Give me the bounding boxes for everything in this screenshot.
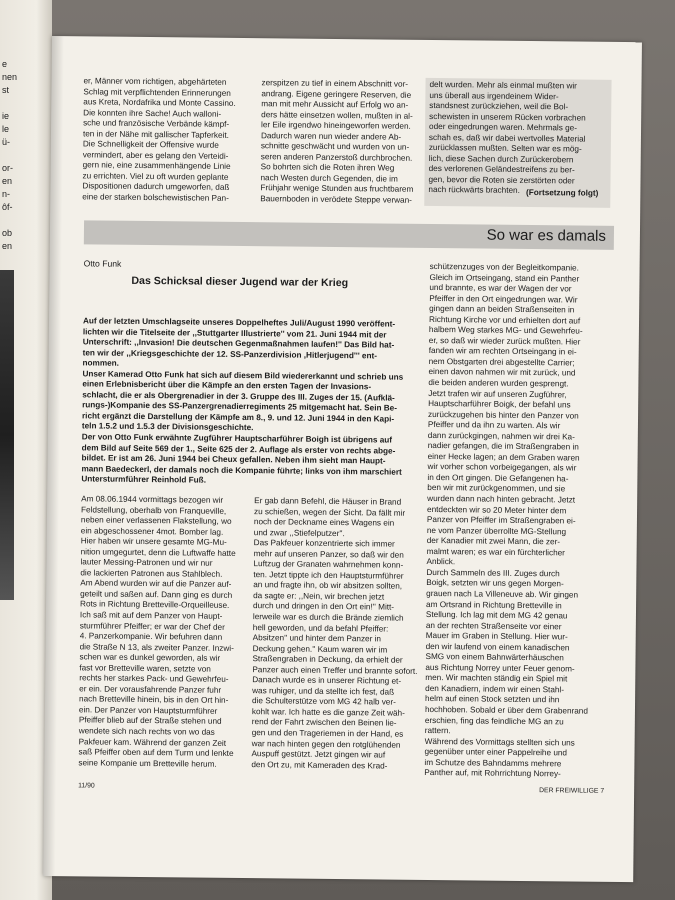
top-column-3 — [428, 80, 607, 198]
text-line: gern nie, eine zusammenhängende Linie — [82, 160, 231, 172]
text-line: saß Pfeiffer oben auf dem Turm und lenkte — [78, 747, 234, 759]
text-line: dem Bild auf Seite 569 der 1., Seite 625 der 2. Auflage als erster von rechts abge- — [81, 442, 396, 456]
top-column-2 — [260, 78, 425, 206]
text-fragment: st — [2, 85, 10, 95]
text-line: einer Hecke lagen; an dem Graben waren — [427, 451, 580, 463]
text-line: Die konnten ihre Sache! Auch walloni- — [83, 107, 222, 119]
text-line: Hauptscharführer Boigk, der befahl uns — [428, 399, 571, 410]
text-line: Absitzen'' und hinter dem Panzer in — [252, 633, 382, 644]
text-line: er, Männer vom richtigen, abgehärteten — [83, 76, 227, 87]
text-line: Bauernboden in verödete Steppe verwan- — [260, 194, 412, 205]
text-line: die Straße N 13, als zweiter Panzer. Inzwi- — [79, 641, 234, 653]
text-line: gingen dann an beiden Straßenseiten in — [429, 304, 575, 315]
text-line: rungs-)Kompanie des SS-Panzergrenadierregiments 25 mitgemacht hat. Sein Be- — [82, 400, 398, 414]
text-line: rechts her starkes Pack- und Gewehrfeu- — [79, 673, 229, 685]
text-line: helm auf einen Stock setzten und ihn — [425, 694, 560, 705]
text-line: mehr auf unseren Panzer, so daß wir den — [253, 548, 404, 560]
text-fragment: en — [2, 241, 13, 251]
text-line: aus Richtung Norrey unter Feuer genom- — [425, 662, 575, 674]
text-line: nem Obstgarten drei abgestellte Carrier; — [428, 356, 575, 368]
text-line: die lackierten Patronen aus Stahlblech. — [80, 568, 223, 579]
text-line: an der rechten Straßenseite vor einer — [425, 620, 562, 631]
text-line: hell geworden, und da befahl Pfeiffer: — [252, 622, 389, 634]
text-line: am Ortsrand in Richtung Bretteville in — [426, 599, 562, 610]
text-line: So bohrten sich die Roten ihren Weg — [260, 162, 395, 173]
text-line: Das Pakfeuer konzentrierte sich immer — [253, 538, 395, 549]
text-line: bildet. Er ist am 26. Juni 1944 bei Cheux gefallen. Neben ihm sieht man Haupt- — [81, 453, 386, 466]
text-line: Deckung gehen.'' Kaum waren wir im — [252, 643, 388, 655]
text-line: zurückzugehen bis hinter den Panzer von — [428, 409, 579, 421]
section-banner — [84, 220, 614, 250]
text-line: neben einer verlassenen Flakstellung, wo — [80, 515, 232, 527]
text-fragment: ie — [2, 111, 10, 121]
text-line: Unser Kamerad Otto Funk hat sich auf diesem Bild wiedererkannt und schrieb uns — [82, 369, 404, 382]
text-line: Untersturmführer Reinhold Fuß. — [81, 474, 207, 485]
text-line: malmt waren; es war ein fürchterlicher — [426, 546, 565, 558]
text-line: teln 1.5.2 und 1.5.3 der Divisionsgeschichte. — [81, 421, 254, 433]
text-line: gen, bevor die Roten sie zerstörten oder — [428, 174, 575, 186]
text-line: Dadurch waren nun wieder andere Ab- — [260, 130, 402, 142]
text-fragment: e — [2, 59, 8, 69]
text-line: delt wurden. Mehr als einmal mußten wir — [429, 79, 577, 91]
text-line: und brannte, es war der Wagen der vor — [429, 283, 572, 294]
text-line: Pfeiffer in den Ort eingedrungen war. Wir — [429, 293, 578, 305]
text-line: hochhoben. Sobald er über dem Grabenrand — [424, 704, 588, 716]
text-line: men. Wir machten ständig ein Spiel mit — [425, 673, 568, 684]
text-line: Anblick. — [426, 557, 456, 567]
text-fragment: le — [2, 124, 10, 134]
text-line: ders hätte einsetzen wollen, mußten in al- — [261, 109, 413, 121]
text-line: mann Baedeckerl, der damals noch die Kompanie führte; links von ihm marschiert — [81, 463, 402, 477]
text-line: gen und den Trageriemen in der Hand, es — [251, 728, 404, 739]
text-line: den wir laufend von einem kanadischen — [425, 641, 570, 653]
text-line: was ruhiger, und da stellte ich fest, daß — [252, 685, 395, 697]
text-line: noch der Deckname eines Wagens ein — [253, 517, 395, 528]
text-fragment — [2, 253, 42, 266]
text-line: schlacht, die er als Obergrenadier in der 3. Gruppe des III. Zuges der 15. (Aufklä- — [82, 390, 395, 403]
text-line: entdeckten wir so 20 Meter hinter dem — [427, 504, 567, 515]
text-line: im Schutze des Bahndamms mehrere — [424, 757, 562, 769]
text-line: sturmführer Pfeiffer; er war der Chef der — [79, 620, 225, 632]
text-line: Gleich im Ortseingang, stand ein Panther — [429, 272, 580, 284]
text-line: in den Ort gingen. Die Gefangenen ha- — [427, 472, 569, 484]
text-line: ben wir mit zurückgenommen, und sie — [427, 483, 566, 494]
text-line: Danach wurde es in unserer Richtung et- — [252, 675, 402, 686]
text-fragment: n- — [2, 189, 11, 199]
facing-page-photo — [0, 270, 14, 600]
text-line: Straßengraben in Deckung, da erhielt der — [252, 654, 403, 665]
body-column-2 — [251, 496, 420, 772]
text-line: man mit mehr Aussicht auf Erfolg wo an- — [261, 99, 409, 110]
text-line: zu errichten. Viel zu oft wurden geplante — [82, 171, 229, 182]
text-line: an und fragte ihn, ob wir absitzen sollten, — [253, 580, 403, 592]
text-line: seren anderen Panzerstoß durchbrochen. — [260, 152, 413, 163]
text-line: zerspitzen zu tief in einem Abschnitt vor- — [261, 78, 409, 89]
text-line: er ein. Der vorausfahrende Panzer fuhr — [79, 684, 222, 695]
text-line: Unterschrift: ,,Invasion! Die deutschen Gegenmaßnahmen laufen!'' Das Bild hat- — [82, 337, 395, 350]
text-line: nadier gefangen, die im Straßengraben in — [427, 441, 579, 452]
text-line: Pakfeuer kam. Während der ganzen Zeit — [78, 736, 227, 748]
text-line: schen war es dunkel geworden, als wir — [79, 652, 221, 663]
text-line: fast vor Bretteville waren, setzte von — [79, 663, 211, 674]
text-line: rattern. — [424, 726, 451, 736]
text-line: Panzer von Pfeiffer im Straßengraben ei- — [426, 515, 576, 526]
section-title: So war es damals — [486, 226, 607, 245]
text-line: der Kanadier mit zwei Mann, die zer- — [426, 536, 561, 547]
text-line: standsnest zurückziehen, weil die Bol- — [429, 101, 569, 112]
text-line: rend der Fahrt zwischen den Beinen lie- — [251, 717, 397, 729]
top-column-1 — [82, 76, 263, 204]
text-line: gegenüber unter einer Pappelreihe und — [424, 747, 568, 758]
text-line: Stellung. Ich lag mit dem MG 42 genau — [425, 609, 568, 621]
text-line: Boigk, setzten wir uns gegen Morgen- — [426, 578, 564, 589]
text-line: Richtung Kirche vor und erhielten dort auf — [429, 314, 581, 326]
text-line: nach rückwärts brachten. — [428, 185, 520, 196]
text-line: Der von Otto Funk erwähnte Zugführer Hauptscharführer Boigh ist übrigens auf — [81, 432, 393, 445]
text-line: zurücklassen mußten. Selten war es mög- — [428, 143, 582, 154]
body-column-3 — [424, 262, 607, 781]
text-fragment: ob — [2, 228, 13, 238]
text-line: war nach hinten gegen den rotglühenden — [251, 738, 401, 750]
text-line: da sagte er: ,,Nein, wir brechen jetzt — [253, 591, 385, 602]
text-line: seine Kompanie um Bretteville herum. — [78, 757, 217, 769]
text-line: Am 08.06.1944 vormittags bezogen wir — [81, 494, 224, 505]
text-line: sche und französische Verbände kämpf- — [83, 118, 230, 130]
text-line: Rots in Richtung Bretteville-Orqueilleuse. — [80, 599, 230, 611]
text-line: die Schulterstütze vom MG 42 halb ver- — [251, 696, 396, 708]
text-line: Panzer auch einen Treffer und brannte sofort. — [252, 664, 418, 676]
magazine-page — [43, 36, 642, 882]
body-column-1 — [78, 494, 246, 770]
text-line: oder eingedrungen waren. Mehrmals ge- — [429, 122, 578, 133]
text-line: nommen. — [82, 358, 120, 368]
text-line: vermindert, aber es gelang den Verteidi- — [82, 150, 229, 161]
text-line: Pfeiffer blieb auf der Straße stehen und — [78, 715, 222, 727]
text-line: ler Eile irgendwo hineingeworfen werden. — [261, 120, 411, 131]
text-line: lichten wir die Titelseite der ,,Stuttgarter Illustrierte'' vom 21. Juni 1944 mit der — [82, 326, 387, 340]
text-fragment — [2, 214, 42, 227]
text-line: 4. Panzerkompanie. Wir befuhren dann — [79, 631, 223, 642]
text-line: SMG von einem Bahnwärterhäuschen — [425, 652, 564, 663]
text-line: geteilt und saßen auf. Dann ging es durch — [80, 589, 233, 600]
text-line: Jetzt trafen wir auf unseren Zugführer, — [428, 388, 567, 399]
text-line: Frühjahr wenige Stunden aus fruchtbarem — [260, 183, 414, 195]
text-line: lerweile war es durch die Brände ziemlich — [252, 612, 404, 623]
text-line: uns überall aus irgendeinem Wider- — [429, 90, 559, 101]
text-line: Er gab dann Befehl, die Häuser in Brand — [254, 496, 402, 507]
text-line: schewisten in unserem Rücken vorbrachen — [429, 111, 586, 123]
text-line: und zwar ,,Stiefelputzer''. — [253, 527, 345, 538]
text-line: einen davon nahmen wir mit zurück, und — [428, 367, 576, 378]
text-line: dann zurückgingen, nahmen wir drei Ka- — [427, 430, 575, 442]
text-line: eine der starken bolschewistischen Pan- — [82, 192, 229, 203]
facing-page-text — [2, 58, 42, 305]
text-line: Ich saß mit auf dem Panzer von Haupt- — [79, 610, 223, 621]
text-line: ten. Jetzt tippte ich den Hauptsturmführer — [253, 569, 404, 581]
page-footer: DER FREIWILLIGE 7 — [539, 787, 605, 795]
text-line: des verlorenen Geländestreifens zu ber- — [428, 164, 575, 175]
text-line: ne vom Panzer überrollte MG-Stellung — [426, 525, 567, 537]
text-line: zu schießen, wegen der Sicht. Da fällt mir — [253, 506, 406, 518]
headline: Das Schicksal dieser Jugend war der Krieg — [131, 274, 349, 290]
text-line: fanden wir am rechten Ortseingang in ei- — [428, 346, 577, 357]
text-fragment: ü- — [2, 137, 11, 147]
text-line: halbem Weg starkes MG- und Gewehrfeu- — [428, 325, 583, 336]
text-line: Auspuff gestützt. Jetzt gingen wir auf — [251, 749, 386, 760]
text-fragment: or- — [2, 163, 13, 173]
text-line: schützenzuges von der Begleitkompanie. — [429, 261, 579, 273]
text-line: Durch Sammeln des III. Zuges durch — [426, 567, 560, 579]
continued-note: (Fortsetzung folgt) — [526, 187, 599, 198]
text-line: die beiden anderen wurden gesprengt. — [428, 377, 569, 389]
text-line: Hier haben wir unsere gesamte MG-Mu- — [80, 536, 227, 548]
text-line: grauen nach La Villeneuve ab. Wir gingen — [426, 588, 579, 600]
text-line: wir vorher schon vorbeigegangen, als wir — [427, 462, 577, 473]
text-line: wurden dann nach hinten gebracht. Jetzt — [427, 493, 576, 505]
text-line: Am Abend wurden wir auf die Panzer auf- — [80, 578, 232, 590]
text-fragment: en — [2, 176, 13, 186]
text-line: Dispositionen dadurch umgeworfen, daß — [82, 181, 230, 193]
text-line: Feldstellung, oberhalb von Franqueville, — [80, 504, 227, 516]
text-line: richt ergänzt die Darstellung der Kämpfe am 8., 9. und 12. Juni 1944 in den Kapi- — [81, 411, 395, 424]
text-line: lich, diese Sachen durch Zurückerobern — [428, 153, 574, 165]
text-line: Die Schnelligkeit der Offensive wurde — [82, 139, 219, 151]
text-line: andrang. Eigene geringere Reserven, die — [261, 88, 412, 100]
text-line: ten wir der ,,Kriegsgeschichte der 12. SS-Panzerdivision ,Hitlerjugend''' ent- — [82, 347, 378, 361]
text-line: kohlt war. Ich hatte es die ganze Zeit wäh- — [251, 707, 405, 718]
text-line: Luftzug der Granaten wahrnehmen konn- — [253, 559, 404, 570]
text-fragment: nen — [2, 72, 18, 82]
text-line: Schlag mit verpflichtenden Erinnerungen — [83, 86, 231, 98]
intro-text — [81, 316, 413, 488]
text-line: nach Bretteville hinein, bis in den Ort hin- — [79, 694, 229, 706]
text-fragment — [2, 97, 42, 110]
text-line: nach Westen durch Gegenden, die im — [260, 173, 398, 184]
text-line: ein abgeschossener 4mot. Bomber lag. — [80, 525, 224, 537]
text-fragment — [2, 149, 42, 162]
text-line: einen Erlebnisbericht über die Kämpfe an den ersten Tagen der Invasions- — [82, 379, 372, 392]
text-line: Panther auf, mit Rohrrichtung Norrey- — [424, 768, 561, 779]
text-line: Während des Vormittags stellten sich uns — [424, 736, 575, 748]
text-line: Mauer im Graben in Stellung. Hier wur- — [425, 631, 568, 642]
issue-number: 11/90 — [78, 782, 95, 790]
text-line: Pfeiffer und da ihn zu warten. Als wir — [427, 420, 561, 431]
text-line: den Kanadiern, indem wir einen Stahl- — [425, 683, 565, 695]
text-line: schah es, daß wir dabei wertvolles Material — [428, 132, 586, 144]
text-line: ten in der Nähe mit gallischer Tapferkeit. — [82, 129, 229, 140]
text-line: wendete sich nach rechts von wo das — [78, 726, 215, 737]
text-line: lauter Messing-Patronen und wir nur — [80, 557, 213, 568]
text-line: nition umgegurtet, denn die Luftwaffe hatte — [80, 547, 236, 558]
text-fragment: ôf- — [2, 202, 13, 212]
text-line: aus Kreta, Nordafrika und Monte Cassino. — [83, 97, 236, 109]
text-line: durch und dringen in den Ort ein!'' Mitt- — [252, 601, 395, 613]
text-line: Auf der letzten Umschlagseite unseres Doppelheftes Juli/August 1990 veröffent- — [82, 316, 396, 329]
text-line: erschien, fing das feindliche MG an zu — [424, 715, 564, 726]
text-line: den Ort zu, mit Kameraden des Krad- — [251, 759, 388, 771]
text-line: er, so daß wir wieder zurück mußten. Hier — [428, 335, 581, 347]
text-line: schnitte geschwächt und wurden von un- — [260, 141, 410, 153]
text-line: ein. Der Panzer von Hauptsturmführer — [78, 705, 218, 716]
author: Otto Funk — [83, 258, 122, 269]
